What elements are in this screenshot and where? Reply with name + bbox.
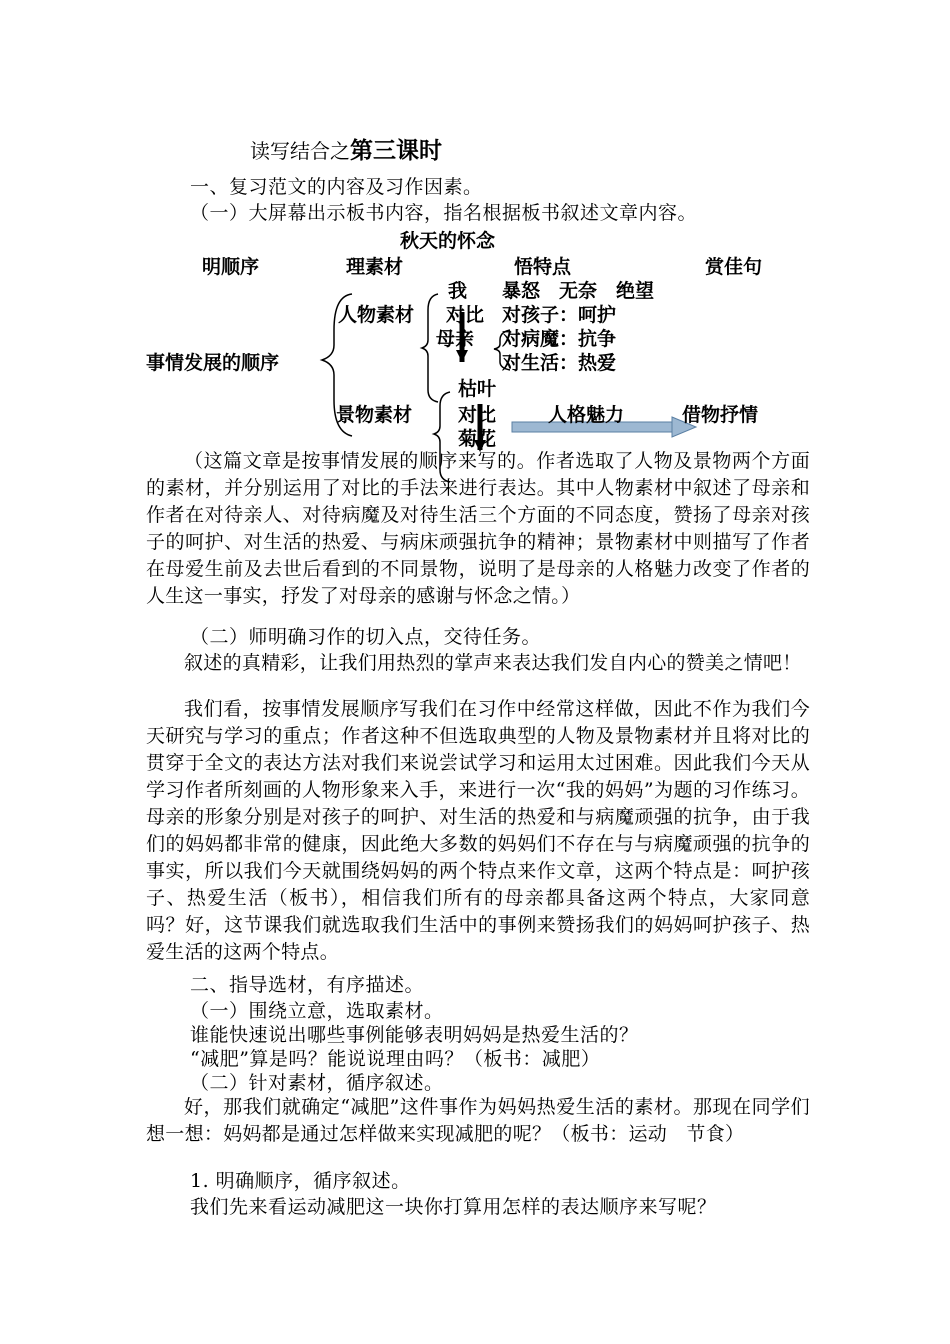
board-scenery: 景物素材 bbox=[336, 404, 413, 426]
board-to-child: 对孩子：呵护 bbox=[502, 304, 617, 326]
confirm-paragraph: 好，那我们就确定“减肥”这件事作为妈妈热爱生活的素材。那现在同学们想一想：妈妈都是通过怎样做来实现减肥的呢？（板书：运动 节食） bbox=[146, 1096, 810, 1145]
question-3: 我们先来看运动减肥这一块你打算用怎样的表达顺序来写呢？ bbox=[190, 1196, 717, 1218]
board-col-features: 悟特点 bbox=[514, 256, 572, 278]
board-me: 我 bbox=[448, 280, 468, 302]
task-paragraph: 我们看，按事情发展顺序写我们在习作中经常这样做，因此不作为我们今天研究与学习的重点；作者这种不但选取典型的人物及景物素材并且将对比的贯穿于全文的表达方法对我们来说尝试学习和运用太过困难。因此我们今天从学习作者所刻画的人物形象来入手，来进行一次“我的妈妈”为题的习作练习。母亲的形象分别是对孩子的呵护、对生活的热爱和与病魔顽强的抗争，由于我们的妈妈都非常的健康，因此绝大多数的妈妈们不存在与与病魔顽强的抗争的事实，所以我们今天就围绕妈妈的两个特点来作文章，这两个特点是：呵护孩子、热爱生活（板书），相信我们所有的母亲都具备这两个特点，大家同意吗？好，这节课我们就选取我们生活中的事例来赞扬我们的妈妈呵护孩子、热爱生活的这两个特点。 bbox=[146, 698, 810, 963]
board-mother: 母亲 bbox=[436, 328, 475, 350]
board-sequence: 事情发展的顺序 bbox=[146, 352, 280, 374]
step-1-heading: 1. 明确顺序，循序叙述。 bbox=[190, 1170, 411, 1192]
board-col-sentences: 赏佳句 bbox=[705, 256, 763, 278]
sub-1-heading: （一）围绕立意，选取素材。 bbox=[190, 1000, 444, 1022]
sub-2-heading: （二）针对素材，循序叙述。 bbox=[190, 1072, 444, 1094]
part-2-heading: 二、指导选材，有序描述。 bbox=[190, 974, 425, 996]
praise-paragraph: 叙述的真精彩，让我们用热烈的掌声来表达我们发自内心的赞美之情吧！ bbox=[184, 652, 802, 674]
board-contrast-2: 对比 bbox=[458, 404, 497, 426]
summary-paragraph: （这篇文章是按事情发展的顺序来写的。作者选取了人物及景物两个方面的素材，并分别运用了对比的手法来进行表达。其中人物素材中叙述了母亲和作者在对待亲人、对待病魔及对待生活三个方面的不同态度，赞扬了母亲对孩子的呵护、对生活的热爱、与病床顽强抗争的精神；景物素材中则描写了作者在母爱生前及去世后看到的不同景物，说明了是母亲的人格魅力改变了作者的人生这一事实，抒发了对母亲的感谢与怀念之情。） bbox=[146, 450, 810, 607]
board-express: 借物抒情 bbox=[682, 404, 759, 426]
section-2-heading: （二）师明确习作的切入点，交待任务。 bbox=[190, 626, 542, 648]
board-col-sequence: 明顺序 bbox=[202, 256, 260, 278]
board-chrysanthemum: 菊花 bbox=[458, 428, 497, 450]
board-contrast-1: 对比 bbox=[446, 304, 485, 326]
board-me-traits: 暴怒 无奈 绝望 bbox=[502, 280, 655, 302]
question-1: 谁能快速说出哪些事例能够表明妈妈是热爱生活的？ bbox=[190, 1024, 639, 1046]
board-col-material: 理素材 bbox=[346, 256, 404, 278]
contrast-arrowhead-1 bbox=[456, 350, 468, 362]
question-2: “减肥”算是吗？能说说理由吗？（板书：减肥） bbox=[190, 1048, 601, 1070]
title-prefix: 读写结合之 bbox=[250, 139, 350, 163]
board-people: 人物素材 bbox=[338, 304, 415, 326]
board-to-illness: 对病魔：抗争 bbox=[502, 328, 617, 350]
board-title: 秋天的怀念 bbox=[400, 230, 496, 252]
intro-line-1: 一、复习范文的内容及习作因素。 bbox=[190, 176, 483, 198]
board-leaves: 枯叶 bbox=[458, 378, 497, 400]
board-charm: 人格魅力 bbox=[548, 404, 625, 426]
intro-line-2: （一）大屏幕出示板书内容，指名根据板书叙述文章内容。 bbox=[190, 202, 698, 224]
title-bold: 第三课时 bbox=[350, 137, 442, 164]
board-to-life: 对生活：热爱 bbox=[502, 352, 617, 374]
